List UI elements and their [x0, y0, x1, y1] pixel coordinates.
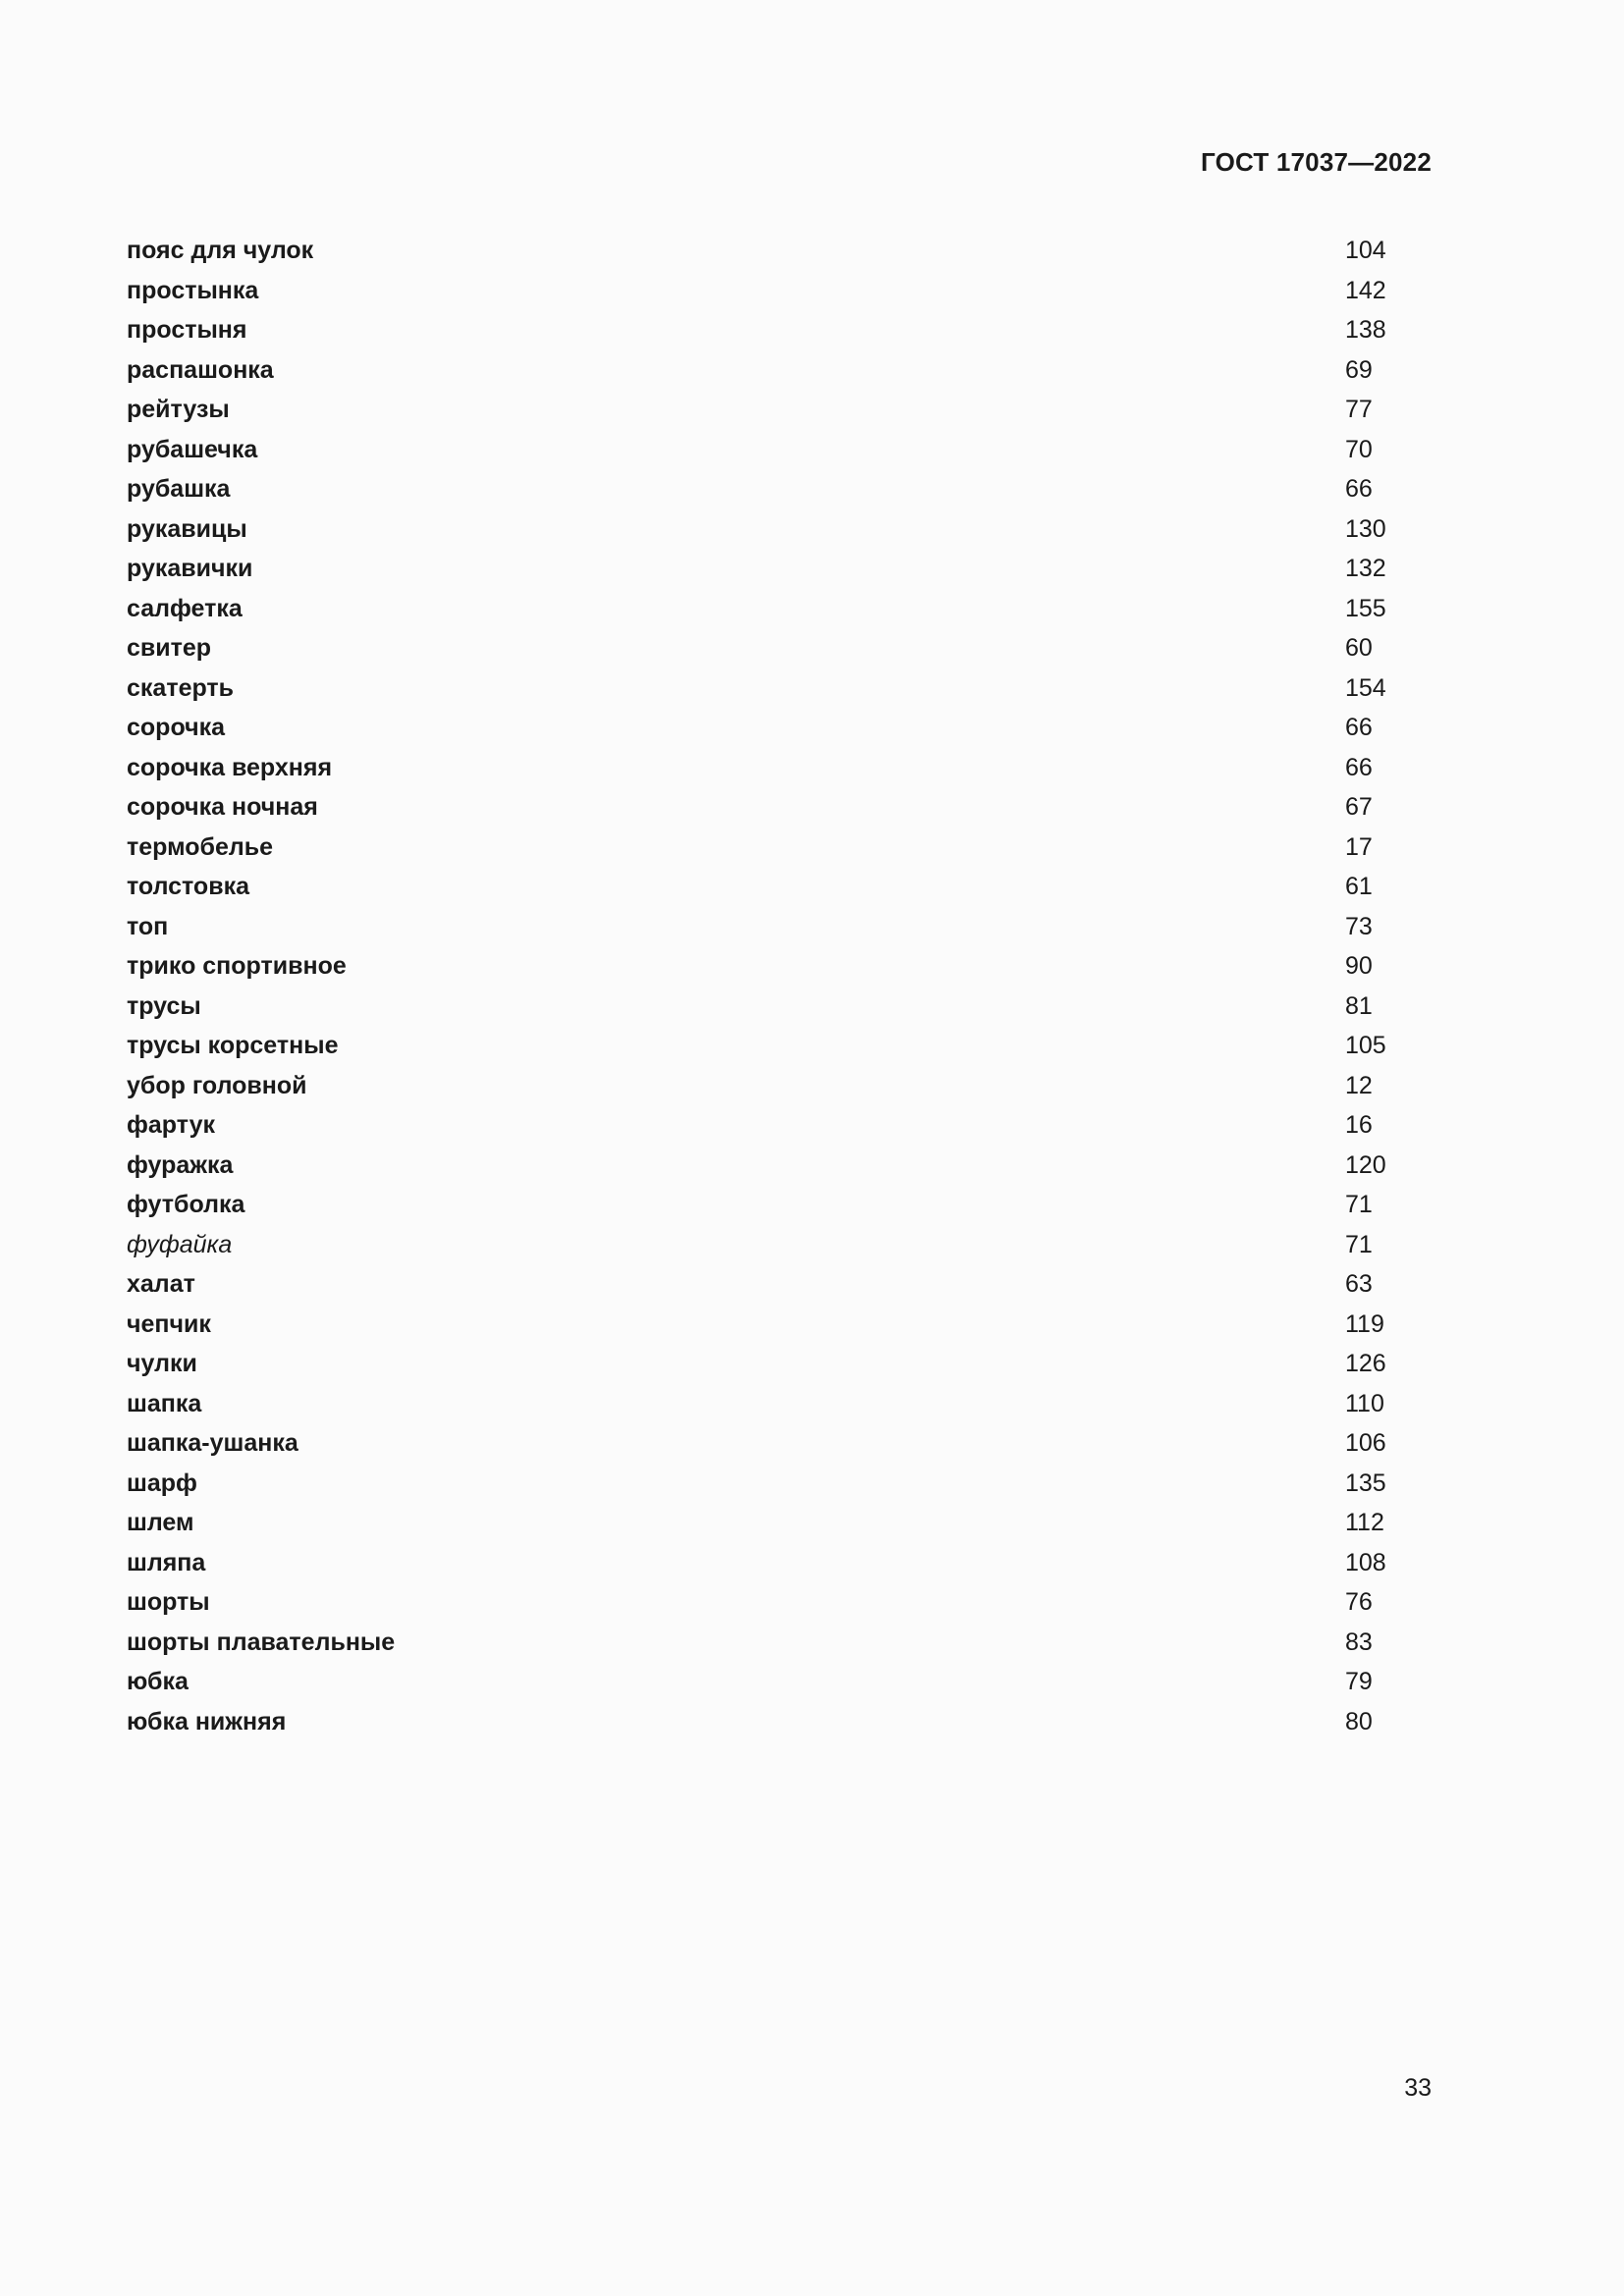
index-row [127, 435, 1403, 475]
index-reference-number: 155 [1345, 594, 1386, 622]
index-term: пояс для чулок [127, 237, 314, 264]
index-row [127, 594, 1403, 634]
index-term: сорочка [127, 714, 226, 741]
index-term: юбка [127, 1668, 189, 1695]
index-reference-number: 71 [1345, 1230, 1373, 1258]
index-reference-number: 16 [1345, 1111, 1373, 1139]
index-term: простыня [127, 316, 247, 344]
index-reference-number: 71 [1345, 1191, 1373, 1218]
index-row [127, 872, 1403, 912]
index-row [127, 912, 1403, 952]
index-row [127, 1110, 1403, 1150]
alphabetical-index-list [127, 236, 1403, 1746]
index-row [127, 554, 1403, 594]
index-reference-number: 76 [1345, 1588, 1373, 1616]
index-term: шлем [127, 1509, 194, 1536]
index-reference-number: 135 [1345, 1468, 1386, 1497]
index-row [127, 1508, 1403, 1548]
index-term: трико спортивное [127, 952, 347, 980]
index-reference-number: 110 [1345, 1389, 1384, 1417]
index-term: толстовка [127, 873, 249, 900]
index-reference-number: 126 [1345, 1350, 1386, 1377]
index-reference-number: 142 [1345, 276, 1386, 304]
index-reference-number: 79 [1345, 1668, 1373, 1695]
index-row [127, 1031, 1403, 1071]
index-reference-number: 105 [1345, 1032, 1386, 1059]
index-term: сорочка ночная [127, 793, 318, 821]
index-reference-number: 154 [1345, 673, 1386, 702]
index-row [127, 315, 1403, 355]
index-reference-number: 90 [1345, 952, 1373, 980]
index-term: чепчик [127, 1309, 211, 1338]
index-term: трусы корсетные [127, 1032, 339, 1059]
index-reference-number: 66 [1345, 475, 1373, 503]
index-row [127, 753, 1403, 793]
index-row [127, 951, 1403, 991]
index-term: футболка [127, 1191, 245, 1218]
index-row [127, 633, 1403, 673]
index-row [127, 1071, 1403, 1111]
index-row [127, 395, 1403, 435]
index-reference-number: 138 [1345, 316, 1386, 344]
index-row [127, 1269, 1403, 1309]
index-reference-number: 119 [1345, 1309, 1384, 1338]
index-row [127, 1628, 1403, 1668]
index-row [127, 1587, 1403, 1628]
index-reference-number: 83 [1345, 1628, 1373, 1656]
index-reference-number: 67 [1345, 793, 1373, 821]
index-reference-number: 77 [1345, 396, 1373, 423]
index-row [127, 1389, 1403, 1429]
index-reference-number: 60 [1345, 634, 1373, 662]
index-term: халат [127, 1270, 195, 1298]
index-reference-number: 63 [1345, 1270, 1373, 1298]
index-term: шорты [127, 1588, 210, 1616]
index-term: фуфайка [127, 1230, 233, 1258]
index-reference-number: 130 [1345, 514, 1386, 543]
index-term: шапка [127, 1389, 202, 1417]
page-number: 33 [1404, 2074, 1432, 2102]
index-reference-number: 104 [1345, 237, 1386, 264]
index-reference-number: 106 [1345, 1429, 1386, 1457]
index-reference-number: 81 [1345, 991, 1373, 1020]
index-term: фуражка [127, 1150, 234, 1179]
index-reference-number: 69 [1345, 355, 1373, 384]
index-reference-number: 17 [1345, 832, 1373, 861]
index-row [127, 792, 1403, 832]
index-term: простынка [127, 276, 259, 304]
index-term: свитер [127, 634, 212, 662]
index-term: скатерть [127, 673, 235, 702]
index-row [127, 355, 1403, 396]
index-term: шорты плавательные [127, 1628, 396, 1656]
index-row [127, 991, 1403, 1032]
index-term: шапка-ушанка [127, 1429, 298, 1457]
index-row [127, 1150, 1403, 1191]
index-row [127, 1190, 1403, 1230]
index-row [127, 832, 1403, 873]
index-row [127, 1707, 1403, 1747]
index-row [127, 1349, 1403, 1389]
index-term: термобелье [127, 832, 274, 861]
index-row [127, 713, 1403, 753]
index-term: салфетка [127, 594, 243, 622]
index-row [127, 673, 1403, 714]
index-row [127, 236, 1403, 276]
page-header-doc-code: ГОСТ 17037—2022 [1201, 147, 1432, 177]
index-row [127, 474, 1403, 514]
index-reference-number: 66 [1345, 753, 1373, 781]
index-term: рукавицы [127, 514, 247, 543]
index-term: юбка нижняя [127, 1707, 287, 1735]
index-reference-number: 70 [1345, 435, 1373, 463]
index-reference-number: 80 [1345, 1707, 1373, 1735]
index-term: сорочка верхняя [127, 753, 333, 781]
index-term: рукавички [127, 555, 253, 582]
index-row [127, 276, 1403, 316]
index-term: рубашка [127, 475, 231, 503]
index-row [127, 1468, 1403, 1509]
index-term: чулки [127, 1350, 197, 1377]
index-term: рейтузы [127, 396, 230, 423]
index-reference-number: 132 [1345, 555, 1386, 582]
index-reference-number: 120 [1345, 1150, 1386, 1179]
index-reference-number: 61 [1345, 873, 1373, 900]
index-term: трусы [127, 991, 201, 1020]
index-row [127, 1230, 1403, 1270]
index-term: топ [127, 912, 169, 940]
index-reference-number: 73 [1345, 912, 1373, 940]
index-reference-number: 112 [1345, 1509, 1384, 1536]
index-row [127, 1667, 1403, 1707]
index-term: рубашечка [127, 435, 258, 463]
index-term: шляпа [127, 1548, 206, 1576]
index-row [127, 514, 1403, 555]
index-term: шарф [127, 1468, 197, 1497]
index-reference-number: 66 [1345, 714, 1373, 741]
index-term: фартук [127, 1111, 216, 1139]
index-reference-number: 12 [1345, 1071, 1373, 1099]
index-reference-number: 108 [1345, 1548, 1386, 1576]
index-row [127, 1548, 1403, 1588]
index-term: убор головной [127, 1071, 307, 1099]
index-row [127, 1428, 1403, 1468]
index-term: распашонка [127, 355, 274, 384]
index-row [127, 1309, 1403, 1350]
